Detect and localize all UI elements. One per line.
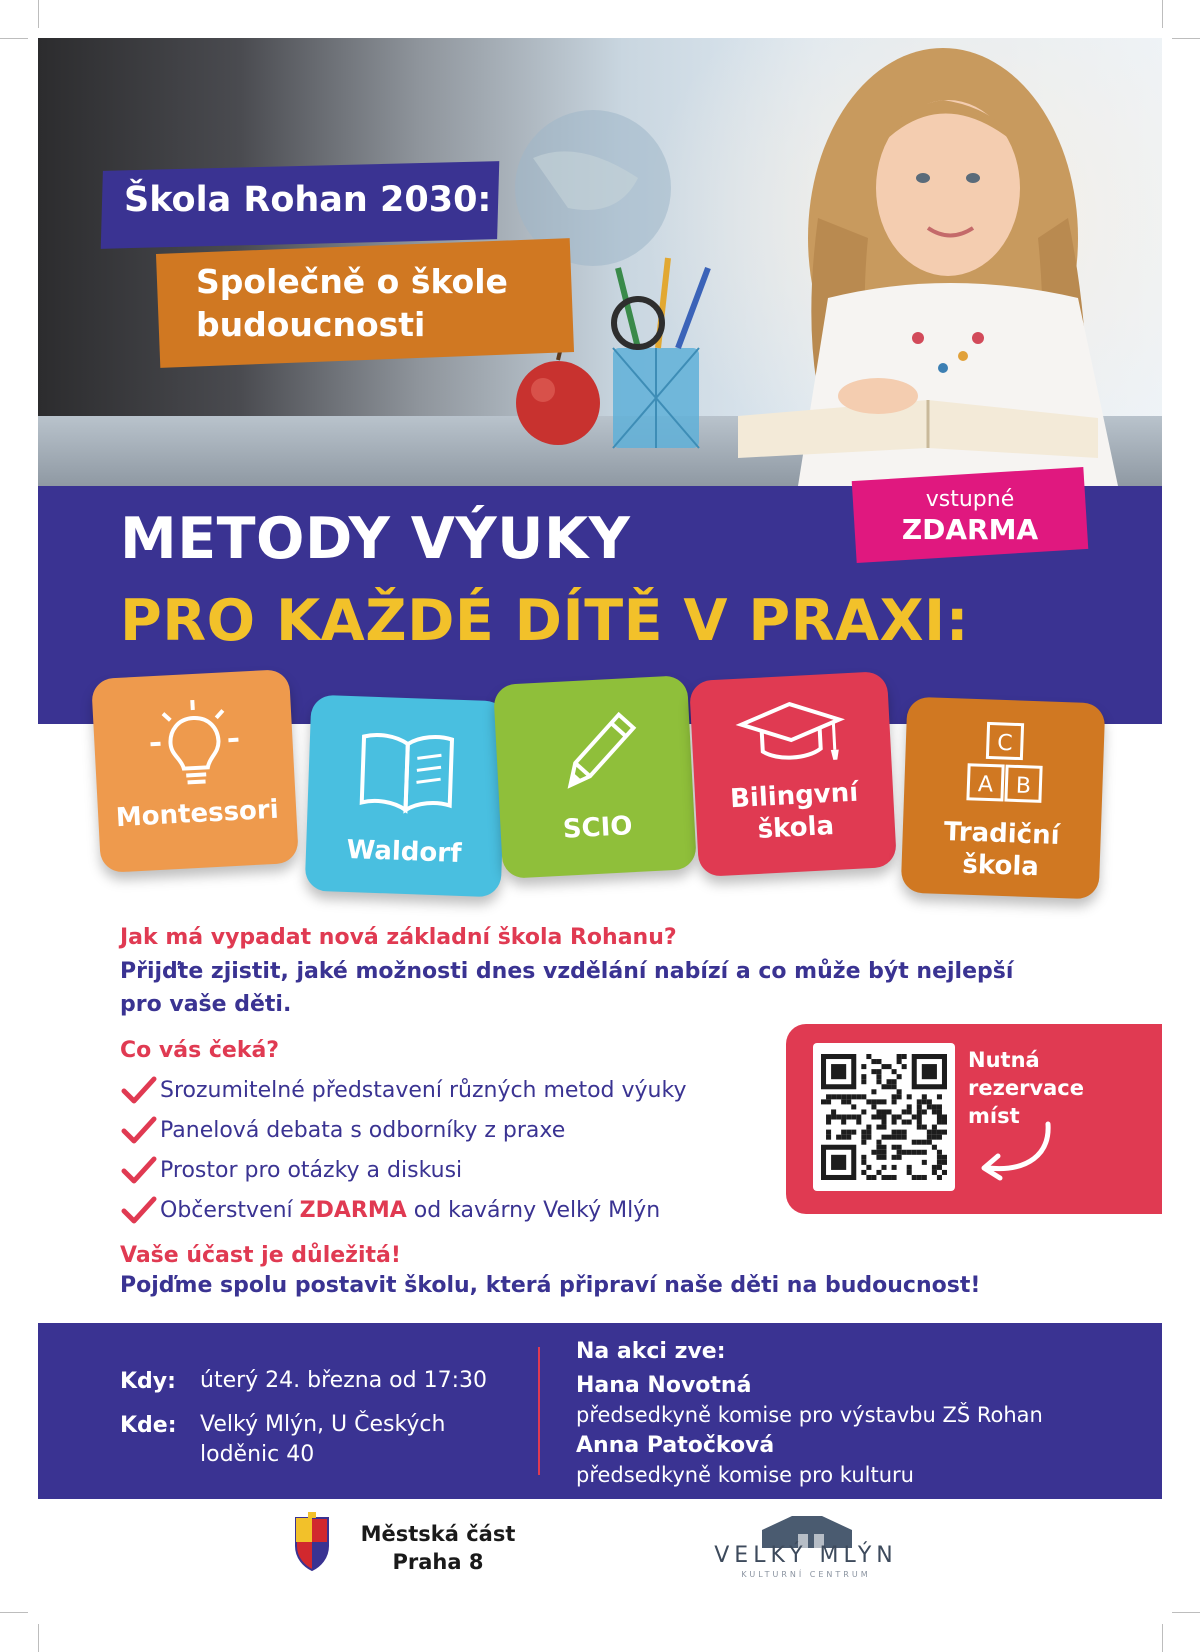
reservation-text: Nutná rezervace míst	[968, 1048, 1084, 1128]
list-item-text: Srozumitelné představení různých metod výuky	[160, 1077, 687, 1103]
method-tile-waldorf	[305, 695, 508, 898]
where-value: Velký Mlýn, U Českých loděnic 40	[200, 1412, 446, 1467]
block-letter: C	[996, 730, 1014, 757]
crop-mark	[38, 1624, 39, 1652]
list-item-text: Prostor pro otázky a diskusi	[160, 1157, 463, 1183]
method-label: Montessori	[115, 794, 280, 834]
event-info-band	[38, 1323, 1162, 1499]
checkmark-icon	[120, 1155, 160, 1185]
crop-mark	[38, 0, 39, 28]
graduation-cap-icon	[734, 695, 848, 771]
crop-mark	[0, 38, 28, 39]
method-tile-bilingual	[689, 671, 897, 877]
method-label: SCIO	[562, 811, 634, 845]
crop-mark	[1162, 0, 1163, 28]
checkmark-icon	[120, 1195, 160, 1225]
where-label: Kde:	[120, 1413, 177, 1438]
list-item-highlight: ZDARMA	[299, 1197, 407, 1223]
list-item	[120, 1190, 686, 1230]
open-book-icon	[355, 720, 458, 823]
info-divider	[538, 1347, 540, 1475]
pencil-icon	[544, 695, 649, 800]
list-item-text-before: Občerstvení	[160, 1197, 300, 1223]
hosts-title: Na akci zve:	[576, 1339, 726, 1364]
list-item-text-after: od kavárny Velký Mlýn	[406, 1197, 661, 1223]
host-name: Hana Novotná	[576, 1373, 752, 1398]
program-list	[120, 1070, 686, 1230]
qr-code-frame[interactable]	[813, 1043, 955, 1191]
closing-title: Vaše účast je důležitá!	[120, 1243, 401, 1268]
method-tile-traditional	[901, 697, 1106, 900]
free-entry-value: ZDARMA	[901, 513, 1039, 546]
lightbulb-icon	[142, 693, 247, 798]
series-title: Škola Rohan 2030:	[124, 180, 492, 220]
list-item	[120, 1070, 686, 1110]
free-entry-label: vstupné	[925, 487, 1015, 512]
checkmark-icon	[120, 1115, 160, 1145]
when-value: úterý 24. března od 17:30	[200, 1368, 487, 1393]
intro-body: Přijďte zjistit, jaké možnosti dnes vzdělání nabízí a co může být nejlepší pro vaše děti.	[120, 959, 1014, 1017]
block-letter: B	[1015, 773, 1032, 799]
subtitle: Společně o škole budoucnosti	[196, 262, 508, 344]
host-role: předsedkyně komise pro kulturu	[576, 1463, 914, 1487]
crop-mark	[1172, 38, 1200, 39]
when-label: Kdy:	[120, 1369, 176, 1394]
headline-line1: METODY VÝUKY	[120, 506, 631, 572]
method-label: Waldorf	[346, 834, 462, 869]
method-label: Tradiční škola	[943, 816, 1061, 883]
praha-8-coat-of-arms-icon	[290, 1512, 334, 1572]
method-tile-montessori	[91, 669, 299, 873]
headline-line2: PRO KAŽDÉ DÍTĚ V PRAXI:	[120, 588, 970, 654]
method-tile-scio	[493, 675, 697, 879]
district-logo-text: Městská část Praha 8	[360, 1522, 516, 1574]
closing-body: Pojďme spolu postavit školu, která připraví naše děti na budoucnost!	[120, 1273, 981, 1298]
crop-mark	[1162, 1624, 1163, 1652]
block-letter: A	[977, 772, 994, 798]
intro-question: Jak má vypadat nová základní škola Rohanu?	[120, 925, 677, 950]
abc-blocks-icon	[964, 719, 1047, 812]
curved-arrow-icon	[976, 1120, 1056, 1186]
qr-code-icon[interactable]	[821, 1054, 947, 1180]
program-title: Co vás čeká?	[120, 1038, 280, 1063]
crop-mark	[1172, 1612, 1200, 1613]
list-item	[120, 1150, 686, 1190]
host-name: Anna Patočková	[576, 1433, 775, 1458]
list-item-text: Panelová debata s odborníky z praxe	[160, 1117, 566, 1143]
venue-logo-name: VELKÝ MLÝN	[714, 1543, 898, 1568]
crop-mark	[0, 1612, 28, 1613]
checkmark-icon	[120, 1075, 160, 1105]
list-item	[120, 1110, 686, 1150]
venue-logo-subtitle: KULTURNÍ CENTRUM	[741, 1570, 871, 1579]
host-role: předsedkyně komise pro výstavbu ZŠ Rohan	[576, 1403, 1043, 1427]
method-label: Bilingvní škola	[729, 777, 859, 845]
